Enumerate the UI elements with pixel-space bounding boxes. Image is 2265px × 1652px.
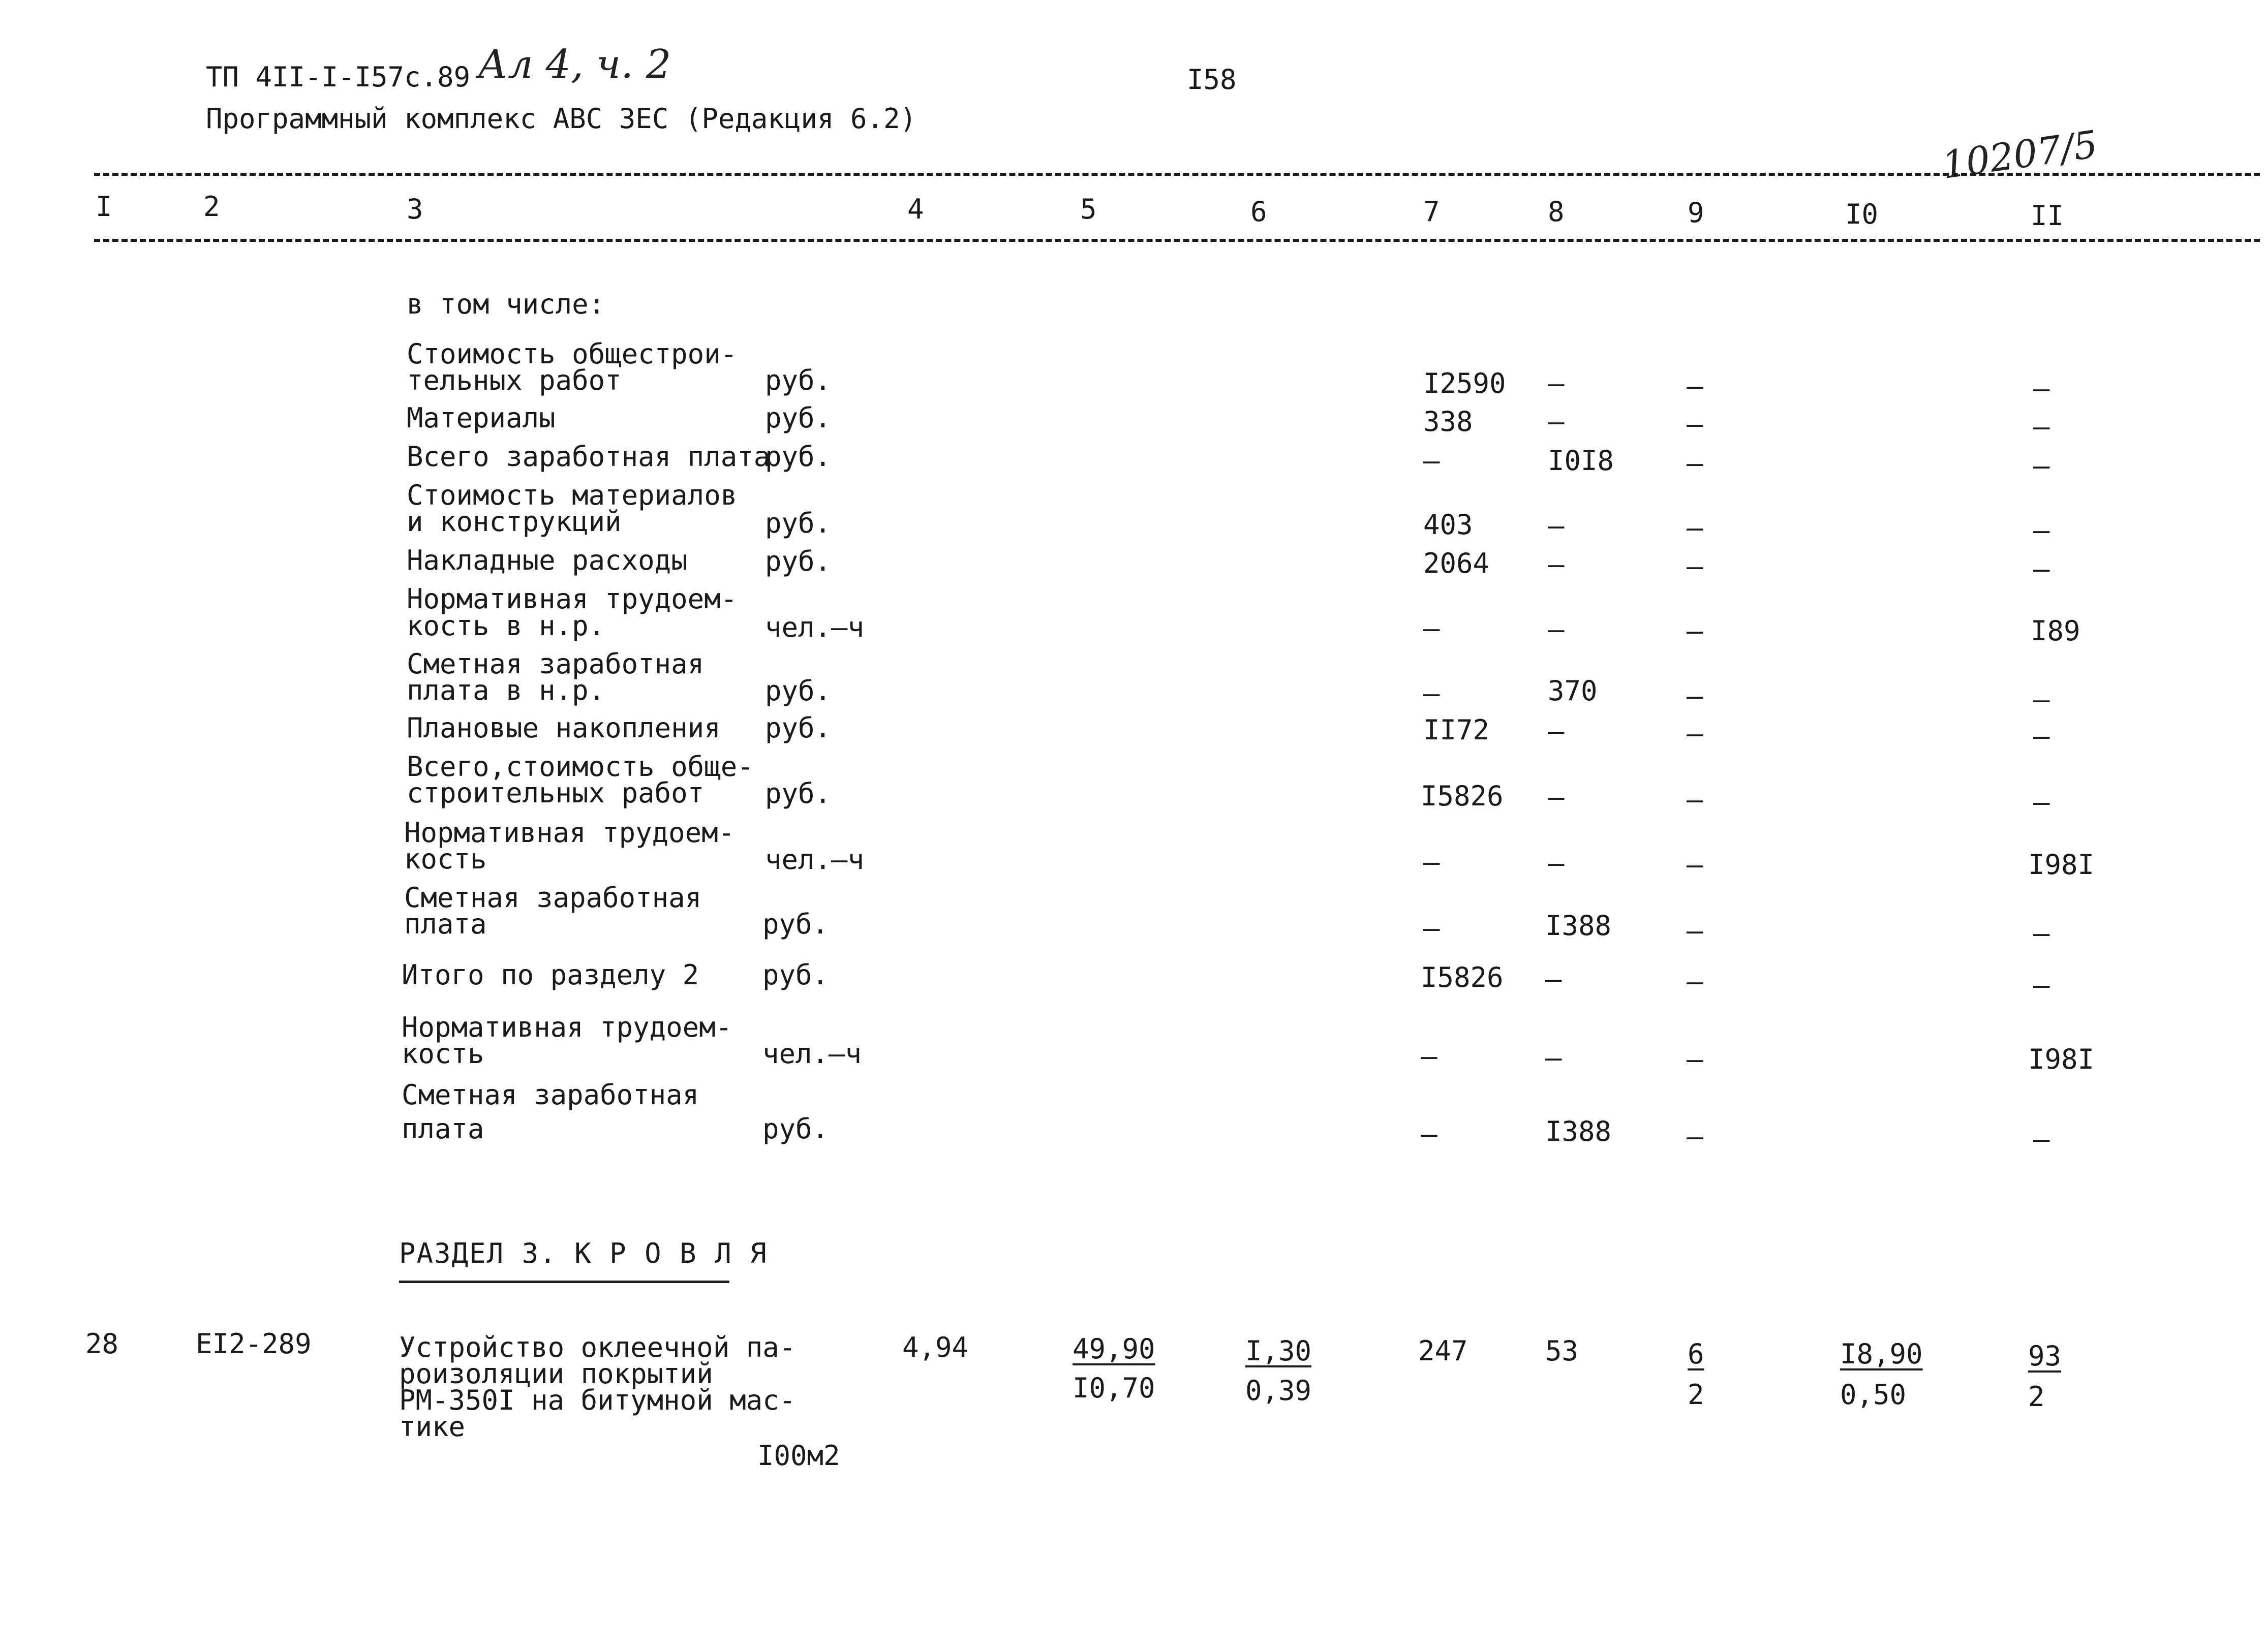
item-description-line: роизоляции покрытий [399, 1358, 713, 1390]
cell-col8: I388 [1545, 1115, 1612, 1147]
item-col6-bottom: 0,39 [1245, 1375, 1312, 1407]
row-name-line: Сметная заработная [404, 882, 702, 914]
cell-col8: – [1548, 613, 1565, 645]
handwritten-ref: 10207/5 [1939, 122, 2100, 188]
row-name-line: Нормативная трудоем- [402, 1011, 732, 1043]
cell-col8: – [1548, 406, 1565, 438]
col-header-8: 8 [1548, 196, 1565, 228]
cell-col7: – [1423, 445, 1440, 477]
item-col10-top: I8,90 [1840, 1338, 1923, 1370]
cell-col11: – [2033, 411, 2050, 443]
row-name-line: Стоимость общестрои- [407, 338, 738, 370]
cell-col8: – [1548, 847, 1565, 879]
cell-col11: – [2033, 720, 2050, 752]
row-unit: чел.–ч [762, 1038, 862, 1070]
col-header-3: 3 [407, 193, 423, 225]
item-description-line: РМ-350I на битумной мас- [399, 1384, 796, 1416]
cell-col7: – [1421, 1118, 1437, 1150]
col-header-2: 2 [203, 191, 220, 223]
cell-col11: I98I [2028, 1043, 2095, 1075]
item-col11-bottom: 2 [2028, 1381, 2045, 1413]
cell-col7: – [1423, 912, 1440, 944]
cell-col11: – [2033, 553, 2050, 585]
row-unit: руб. [765, 712, 832, 744]
col-header-11: II [2031, 200, 2064, 232]
row-name-line: плата [402, 1113, 484, 1145]
cell-col11: – [2033, 372, 2050, 404]
row-name-line: кость в н.р. [407, 610, 605, 642]
cell-col9: – [1687, 447, 1703, 479]
cell-col9: – [1687, 370, 1703, 402]
cell-col11: – [2033, 917, 2050, 949]
col-header-6: 6 [1250, 196, 1267, 228]
row-unit: руб. [762, 1113, 829, 1145]
cell-col9: – [1687, 550, 1703, 582]
header-rule-bottom [94, 239, 2260, 242]
row-unit: руб. [765, 441, 832, 473]
item-description-line: Устройство оклеечной па- [399, 1331, 796, 1363]
cell-col8: – [1545, 963, 1562, 995]
item-col5-top: 49,90 [1073, 1333, 1155, 1365]
cell-col7: 338 [1423, 406, 1473, 438]
cell-col8: – [1548, 510, 1565, 542]
software-line: Программный комплекс АВС 3ЕС (Редакция 6.2) [206, 103, 916, 135]
row-name-line: Плановые накопления [407, 712, 721, 744]
cell-col9: – [1687, 615, 1703, 647]
cell-col11: – [2033, 514, 2050, 546]
row-name-line: кость [404, 843, 487, 875]
row-unit: руб. [765, 777, 832, 809]
item-code: EI2-289 [196, 1328, 312, 1360]
cell-col11: – [2033, 1123, 2050, 1155]
row-name-line: Накладные расходы [407, 544, 688, 576]
header-rule-top [94, 173, 2260, 176]
page-number: I58 [1187, 64, 1237, 96]
cell-col8: – [1548, 548, 1565, 580]
row-name-line: Всего,стоимость обще- [407, 751, 754, 783]
cell-col7: I2590 [1423, 367, 1506, 399]
doc-code: ТП 4II-I-I57с.89 [206, 61, 471, 93]
cell-col9: – [1687, 784, 1703, 816]
cell-col11: – [2033, 969, 2050, 1001]
item-col9-top: 6 [1688, 1338, 1704, 1370]
row-name-line: Материалы [407, 402, 556, 434]
row-name-line: и конструкций [407, 506, 622, 538]
cell-col7: – [1423, 677, 1440, 709]
row-unit: руб. [765, 402, 832, 434]
cell-col7: 2064 [1423, 547, 1490, 579]
cell-col9: – [1687, 512, 1703, 544]
col-header-9: 9 [1688, 197, 1704, 229]
cell-col8: – [1545, 1042, 1562, 1074]
row-name-line: кость [402, 1038, 484, 1070]
row-name-line: Нормативная трудоем- [404, 817, 735, 849]
handwritten-note: Ал 4, ч. 2 [478, 42, 671, 87]
item-col10-bottom: 0,50 [1840, 1379, 1907, 1411]
row-name-line: Нормативная трудоем- [407, 583, 738, 615]
cell-col9: – [1687, 718, 1703, 750]
cell-col8: – [1548, 715, 1565, 747]
item-col9-bottom: 2 [1688, 1379, 1704, 1411]
row-unit: руб. [765, 545, 832, 577]
row-name-line: Итого по разделу 2 [402, 959, 699, 991]
item-number: 28 [85, 1328, 119, 1360]
cell-col8: I388 [1545, 910, 1612, 942]
item-col4: 4,94 [902, 1331, 969, 1363]
col-header-5: 5 [1080, 193, 1097, 225]
row-unit: чел.–ч [765, 844, 865, 876]
cell-col7: I5826 [1421, 780, 1504, 812]
row-unit: руб. [762, 908, 829, 940]
col-header-4: 4 [907, 193, 924, 225]
cell-col7: – [1423, 612, 1440, 644]
row-name-line: Сметная заработная [402, 1079, 699, 1111]
item-col11-top: 93 [2028, 1340, 2062, 1372]
row-name-line: плата в н.р. [407, 674, 605, 706]
cell-col9: – [1687, 915, 1703, 947]
cell-col9: – [1687, 680, 1703, 712]
row-unit: руб. [765, 364, 832, 396]
including-label: в том числе: [407, 288, 605, 320]
cell-col8: I0I8 [1548, 445, 1614, 477]
row-name-line: строительных работ [407, 777, 705, 809]
row-unit: чел.–ч [765, 611, 865, 643]
row-name-line: Сметная заработная [407, 648, 705, 680]
item-col8: 53 [1545, 1335, 1579, 1367]
row-name-line: плата [404, 908, 487, 940]
row-unit: руб. [765, 675, 832, 707]
item-col7: 247 [1418, 1335, 1468, 1367]
cell-col9: – [1687, 849, 1703, 881]
cell-col7: – [1421, 1040, 1437, 1072]
section-title-underline [399, 1281, 729, 1283]
cell-col11: – [2033, 786, 2050, 818]
item-col5-bottom: I0,70 [1073, 1372, 1155, 1404]
item-unit: I00м2 [757, 1440, 840, 1472]
cell-col8: – [1548, 781, 1565, 813]
cell-col9: – [1687, 1120, 1703, 1152]
cell-col9: – [1687, 1043, 1703, 1075]
col-header-7: 7 [1423, 196, 1440, 228]
cell-col7: 403 [1423, 509, 1473, 541]
cell-col8: 370 [1548, 675, 1598, 707]
cell-col7: II72 [1423, 714, 1490, 746]
cell-col7: I5826 [1421, 961, 1504, 993]
col-header-10: I0 [1845, 198, 1879, 230]
cell-col11: – [2033, 683, 2050, 715]
cell-col11: I89 [2031, 615, 2080, 647]
cell-col9: – [1687, 408, 1703, 440]
item-col6-top: I,30 [1245, 1335, 1312, 1367]
col-header-1: I [96, 191, 112, 223]
item-description-line: тике [399, 1411, 466, 1443]
row-name-line: тельных работ [407, 364, 622, 396]
row-name-line: Стоимость материалов [407, 479, 738, 511]
section-title: РАЗДЕЛ 3. К Р О В Л Я [399, 1237, 768, 1269]
cell-col7: – [1423, 846, 1440, 878]
row-name-line: Всего заработная плата [407, 441, 771, 473]
row-unit: руб. [762, 959, 829, 991]
row-unit: руб. [765, 507, 832, 539]
cell-col11: – [2033, 450, 2050, 482]
cell-col9: – [1687, 965, 1703, 998]
cell-col8: – [1548, 367, 1565, 399]
cell-col11: I98I [2028, 849, 2095, 881]
